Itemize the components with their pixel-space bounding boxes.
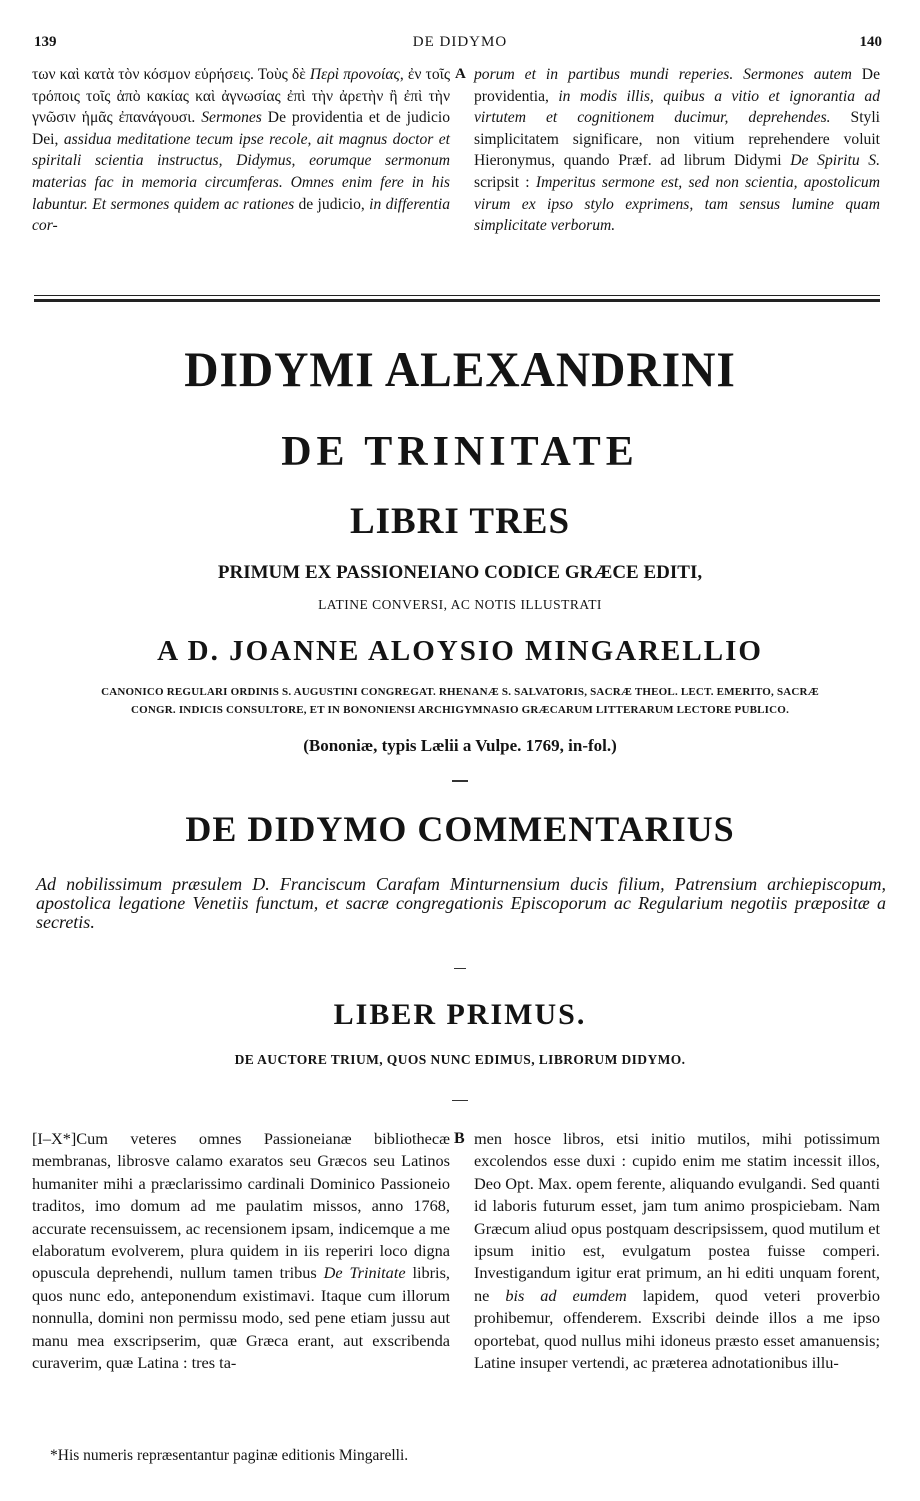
text-run: assidua meditatione tecum ipse recole, ait magnus doctor et spiritali scientia instructus, Didymus, eorumque sermonum materias fac in memoria circumferas. Omnes enim fere in his labuntur. Et sermones quidem ac rationes [32, 130, 450, 213]
separator-rule-thick [34, 299, 880, 302]
divider-dash [452, 1100, 468, 1101]
subtitle-libri-tres: LIBRI TRES [349, 501, 571, 542]
text-run: Sermones [201, 109, 262, 127]
top-columns [32, 64, 880, 284]
text-run: in differentia cor- [32, 195, 450, 235]
text-run: De providentia, [474, 66, 880, 105]
text-run: Περὶ προνοίας [309, 66, 400, 83]
right-page-number: 140 [859, 34, 882, 50]
dedication: Ad nobilissimum præsulem D. Franciscum Carafam Minturnensium ducis filium, Patrensium archiepiscopum, apostolica legatione Venetiis functum, et sacræ congregationis Episcoporum ac Regularium negotiis præpositæ a secretis. [36, 874, 886, 932]
divider-dash [454, 968, 466, 969]
running-title: DE DIDYMO [412, 34, 508, 50]
body-left-column [32, 1128, 450, 1374]
text-run: Styli simplicitatem significare, non vitium reprehendere voluit Hieronymus, quando Præf. ad librum Didymi [474, 109, 880, 170]
text-run: , ἐν τοῖς τρόποις τοῖς ἀπὸ κακίας καὶ ἀγνωσίας ἐπὶ τὴν ἀρετὴν ἢ ἐπὶ τὴν γνῶσιν ἡμᾶς ἐπανάγουσι. [32, 66, 450, 127]
footnote: *His numeris repræsentantur paginæ editionis Mingarelli. [50, 1447, 409, 1464]
text-run: De Spiritu S. [790, 152, 880, 170]
text-run: De providentia et de judicio Dei, [32, 109, 450, 148]
margin-mark-a: A [455, 66, 466, 82]
author-line: A D. JOANNE ALOYSIO MINGARELLIO [157, 635, 763, 667]
book-heading: LIBER PRIMUS. [333, 998, 587, 1031]
text-run: bis ad eumdem [505, 1285, 627, 1305]
text-run: in modis illis, quibus a vitio et ignorantia ad virtutem et cognitionem ducimur, deprehendes. [474, 87, 880, 127]
main-title: DIDYMI ALEXANDRINI [184, 341, 736, 397]
text-run: lapidem, quod veteri proverbio prohibemur, offenderem. Exscribi deinde illos a me ipso oportebat, quod nullus mihi idoneus præsto esset amanuensis; Latine insuper vertendi, ac præterea adnotationibus illu- [474, 1285, 881, 1373]
text-run: [I–X*]Cum veteres omnes Passioneianæ bibliothecæ membranas, librosve calamo exaratos seu Græcos seu Latinos humaniter mihi a præclarissimo cardinali Dominico Passioneio traditos, imo domum ad me paulatim missos, anno 1768, accurate recensuissem, ac recensionem ipsam, indicemque a me elaboratum evolverem, plura quidem in iis reperiri loco digna opuscula deprehendi, nullum tamen tribus [32, 1129, 450, 1283]
text-run: Imperitus sermone est, sed non scientia, apostolicum virum ex ipso stylo exprimens, tam sensus lumine quam simplicitate verborum. [474, 173, 880, 235]
text-run: men hosce libros, etsi initio mutilos, mihi potissimum excolendos esse duxi : cupido enim me statim incessit illos, Deo Opt. Max. opem ferente, aliquando evulgandi. Sed quanti id laboris futurum esset, jam tum animo prospiciebam. Nam Græcum aliud opus postquam descripsissem, quod mutilum et ipsum initio est, evulgatum postea fuisse comperi. Investigandum igitur erat primum, an hi editi unquam forent, ne [474, 1129, 880, 1305]
subtitle-de-trinitate: DE TRINITATE [281, 429, 639, 475]
text-run: scripsit : [474, 173, 536, 191]
text-run: de judicio, [294, 195, 370, 213]
top-left-column [32, 64, 450, 237]
author-affiliation [0, 683, 920, 719]
text-run: των καὶ κατὰ τὸν κόσμον εὑρήσεις. Τοὺς δὲ [32, 66, 310, 83]
text-run: porum et in partibus mundi reperies. Sermones autem [474, 66, 852, 83]
text-run: libris, quos nunc edo, anteponendum existimavi. Itaque cum illorum nonnulla, domini non permissu modo, sed pene etiam jussu aut manu mea exscripserim, quæ Græca erant, aut exscribenda curaverim, quæ Latina : tres ta- [32, 1263, 450, 1373]
running-head [0, 34, 920, 54]
margin-mark-b: B [454, 1130, 465, 1147]
body-columns [32, 1128, 880, 1438]
commentary-heading: DE DIDYMO COMMENTARIUS [185, 809, 735, 849]
body-right-column [474, 1128, 880, 1374]
affiliation-line-1: CANONICO REGULARI ORDINIS S. AUGUSTINI CONGREGAT. RHENANÆ S. SALVATORIS, SACRÆ THEOL. LECT. EMERITO, SACRÆ [101, 686, 819, 698]
edition-line-1: PRIMUM EX PASSIONEIANO CODICE GRÆCE EDITI, [217, 562, 703, 583]
separator-rule-thin [34, 295, 880, 296]
divider-dash [452, 780, 468, 782]
text-run: De Trinitate [323, 1263, 406, 1283]
edition-line-2: LATINE CONVERSI, AC NOTIS ILLUSTRATI [318, 597, 602, 612]
top-right-column [474, 64, 880, 237]
affiliation-line-2: CONGR. INDICIS CONSULTORE, ET IN BONONIENSI ARCHIGYMNASIO GRÆCARUM LITTERARUM LECTORE PUBLICO. [130, 704, 790, 716]
book-subtitle: DE AUCTORE TRIUM, QUOS NUNC EDIMUS, LIBRORUM DIDYMO. [234, 1052, 686, 1067]
left-page-number: 139 [34, 34, 57, 50]
imprint-line: (Bononiæ, typis Lælii a Vulpe. 1769, in-fol.) [303, 736, 617, 755]
